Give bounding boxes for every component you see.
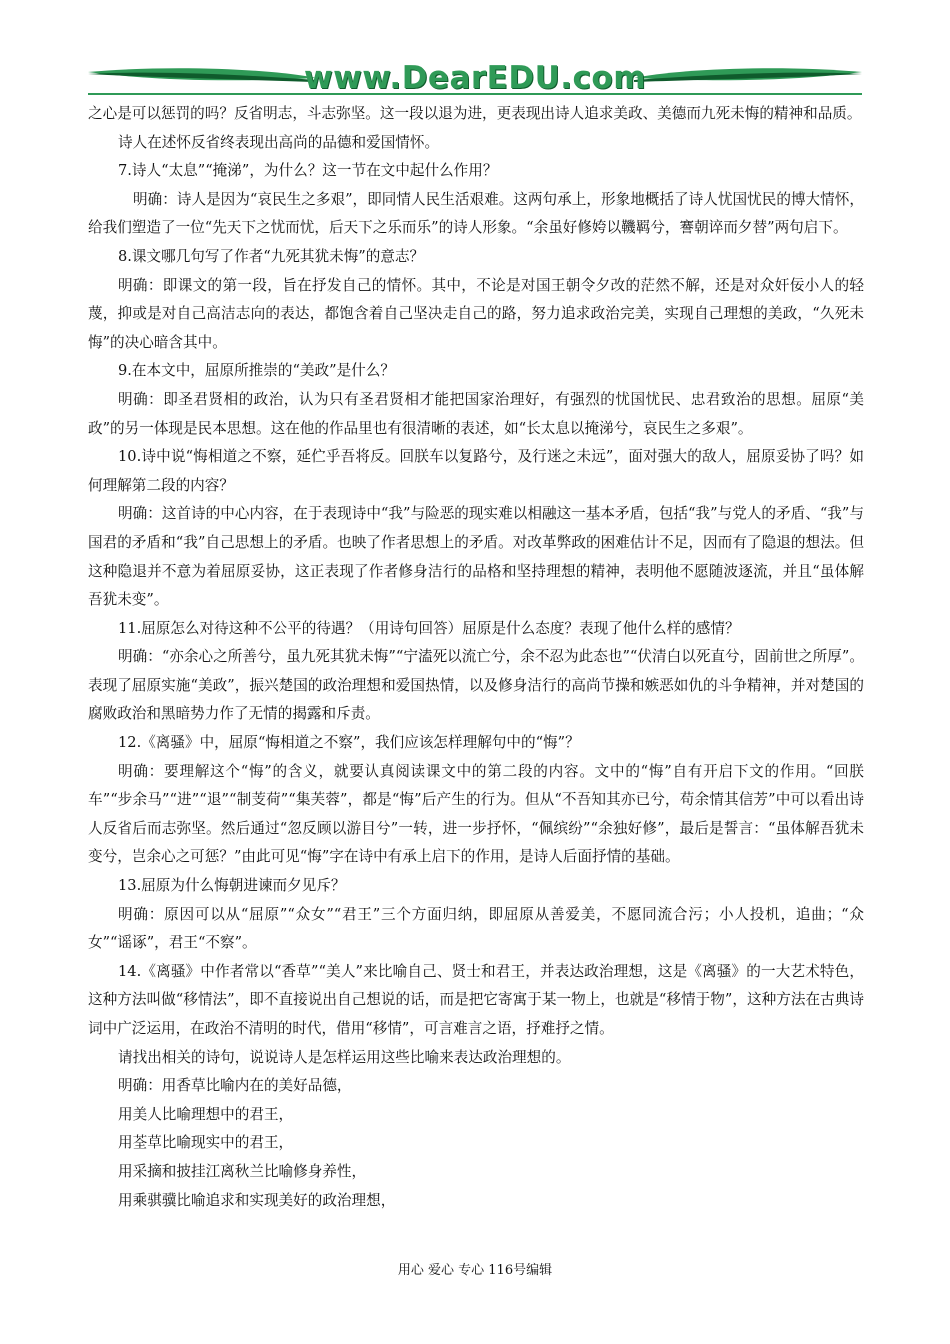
paragraph: 诗人在述怀反省终表现出高尚的品德和爱国情怀。	[118, 133, 440, 151]
question-12: 12.《离骚》中，屈原“悔相道之不察”，我们应该怎样理解句中的“悔”？	[118, 734, 580, 752]
answer-14: 明确：用香草比喻内在的美好品德，	[118, 1077, 352, 1095]
answer-11: 明确：“亦余心之所善兮，虽九死其犹未悔”“宁溘死以流亡兮，余不忍为此态也”“伏清白以死直兮，固前世之所厚”。表现了屈原实施“美政”，振兴楚国的政治理想和爱国热情，以及修身洁行的高尚节操和嫉恶如仇的斗争精神，并对楚国的腐败政治和黑暗势力作了无情的揭露和斥责。	[88, 648, 864, 723]
question-7: 7.诗人“太息”“掩涕”，为什么？这一节在文中起什么作用？	[118, 162, 498, 180]
question-10: 10.诗中说“悔相道之不察，延伫乎吾将反。回朕车以复路兮，及行迷之未远”，面对强大的敌人，屈原妥协了吗？如何理解第二段的内容？	[88, 448, 864, 494]
answer-10: 明确：这首诗的中心内容，在于表现诗中“我”与险恶的现实难以相融这一基本矛盾，包括“我”与党人的矛盾、“我”与国君的矛盾和“我”自己思想上的矛盾。也映了作者思想上的矛盾。对改革弊政的困难估计不足，因而有了隐退的想法。但这种隐退并不意为着屈原妥协，这正表现了作者修身洁行的品格和坚持理想的精神，表明他不愿随波逐流，并且“虽体解吾犹未变”。	[88, 505, 864, 609]
site-logo-text: www.DearEDU.com	[303, 60, 646, 96]
paragraph: 请找出相关的诗句，说说诗人是怎样运用这些比喻来表达政治理想的。	[118, 1048, 571, 1066]
list-item: 用乘骐骥比喻追求和实现美好的政治理想，	[118, 1191, 396, 1209]
document-body	[88, 100, 864, 1215]
answer-8: 明确：即课文的第一段，旨在抒发自己的情怀。其中，不论是对国王朝令夕改的茫然不解，还是对众奸佞小人的轻蔑，抑或是对自己高洁志向的表达，都饱含着自己坚决走自己的路，努力追求政治完美，实现自己理想的美政，“久死未悔”的决心暗含其中。	[88, 276, 864, 351]
question-9: 9.在本文中，屈原所推崇的“美政”是什么？	[118, 362, 395, 380]
question-14: 14.《离骚》中作者常以“香草”“美人”来比喻自己、贤士和君王，并表达政治理想，这是《离骚》的一大艺术特色，这种方法叫做“移情法”，即不直接说出自己想说的话，而是把它寄寓于某一物上，也就是“移情于物”，这种方法在古典诗词中广泛运用，在政治不清明的时代，借用“移情”，可言难言之语，抒难抒之情。	[88, 962, 864, 1037]
question-13: 13.屈原为什么悔朝进谏而夕见斥？	[118, 877, 346, 895]
answer-9: 明确：即圣君贤相的政治，认为只有圣君贤相才能把国家治理好，有强烈的忧国忧民、忠君致治的思想。屈原“美政”的另一体现是民本思想。这在他的作品里也有很清晰的表述，如“长太息以掩涕兮，哀民生之多艰”。	[88, 390, 864, 437]
answer-13: 明确：原因可以从“屈原”“众女”“君王”三个方面归纳，即屈原从善爱美，不愿同流合污；小人投机，追曲；“众女”“谣诼”，君王“不察”。	[88, 905, 864, 952]
paragraph: 之心是可以惩罚的吗？反省明志，斗志弥坚。这一段以退为进，更表现出诗人追求美政、美德而九死未悔的精神和品质。	[88, 105, 862, 122]
site-header	[88, 58, 862, 98]
question-11: 11.屈原怎么对待这种不公平的待遇？（用诗句回答）屈原是什么态度？表现了他什么样的感情？	[118, 619, 740, 637]
list-item: 用美人比喻理想中的君王，	[118, 1105, 294, 1123]
question-8: 8.课文哪几句写了作者“九死其犹未悔”的意志？	[118, 247, 425, 265]
answer-7: 明确：诗人是因为“哀民生之多艰”，即同情人民生活艰难。这两句承上，形象地概括了诗人忧国忧民的博大情怀，给我们塑造了一位“先天下之忧而忧，后天下之乐而乐”的诗人形象。“余虽好修姱以鞿羁兮，謇朝谇而夕替”两句启下。	[88, 190, 864, 237]
page-footer: 用心 爱心 专心 116号编辑	[397, 1263, 553, 1278]
list-item: 用采摘和披挂江离秋兰比喻修身养性，	[118, 1162, 367, 1180]
list-item: 用荃草比喻现实中的君王，	[118, 1134, 294, 1152]
answer-12: 明确：要理解这个“悔”的含义，就要认真阅读课文中的第二段的内容。文中的“悔”自有开启下文的作用。“回朕车”“步余马”“进”“退”“制芰荷”“集芙蓉”，都是“悔”后产生的行为。但从“不吾知其亦已兮，苟余情其信芳”中可以看出诗人反省后而志弥坚。然后通过“忽反顾以游目兮”一转，进一步抒怀，“佩缤纷”“余独好修”，最后是誓言：“虽体解吾犹未变兮，岂余心之可惩？”由此可见“悔”字在诗中有承上启下的作用，是诗人后面抒情的基础。	[88, 762, 864, 866]
